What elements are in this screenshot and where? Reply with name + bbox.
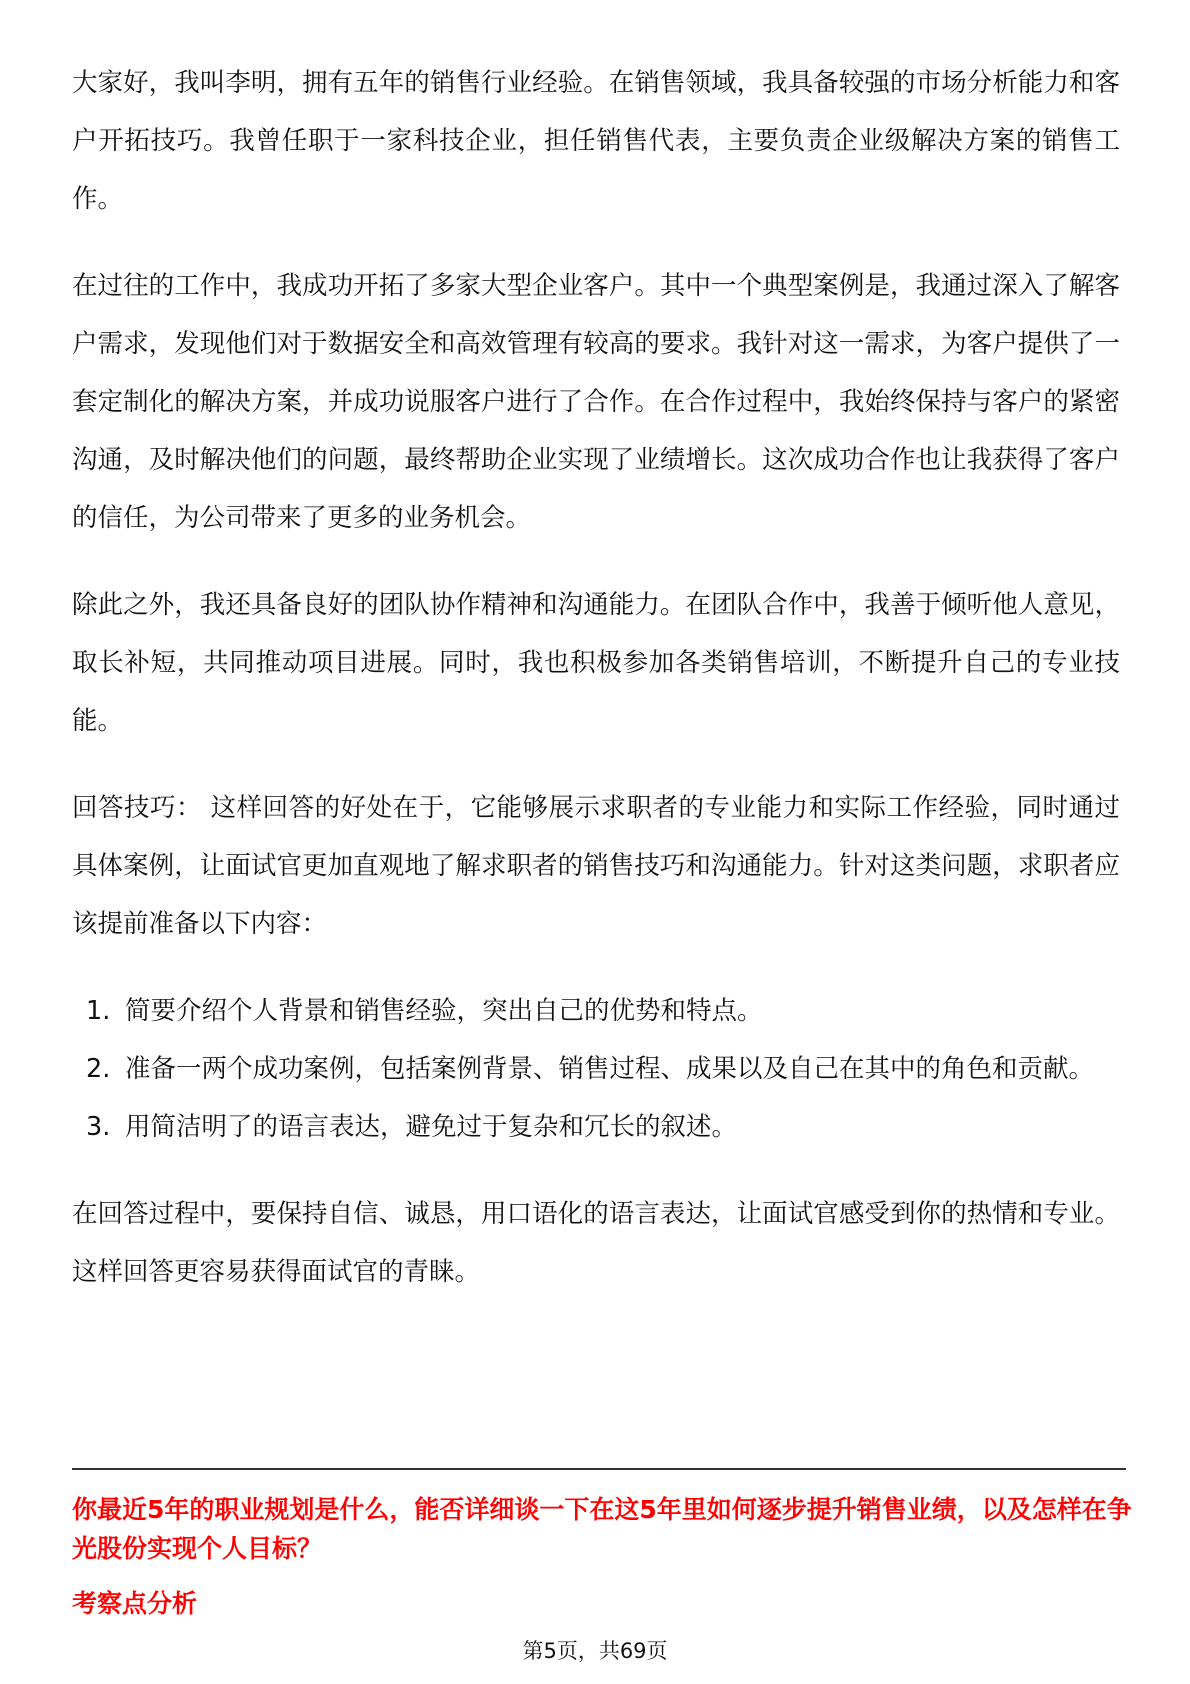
list-item [72,1098,1120,1156]
list-number: 2. [86,1054,111,1084]
list-text: 简要介绍个人背景和销售经验，突出自己的优势和特点。 [125,996,763,1026]
document-body [72,54,1120,1330]
list-number: 1. [86,996,111,1026]
list-text: 准备一两个成功案例，包括案例背景、销售过程、成果以及自己在其中的角色和贡献。 [125,1054,1095,1084]
list-item [72,1040,1120,1098]
list-item [72,982,1120,1040]
page-footer: 第5页，共69页 [522,1639,668,1663]
tips-list [72,982,1120,1156]
list-number: 3. [86,1112,111,1142]
paragraph: 大家好，我叫李明，拥有五年的销售行业经验。在销售领域，我具备较强的市场分析能力和客户开拓技巧。我曾任职于一家科技企业，担任销售代表，主要负责企业级解决方案的销售工作。 [72,68,1120,214]
section-heading: 考察点分析 [72,1589,198,1618]
paragraph: 除此之外，我还具备良好的团队协作精神和沟通能力。在团队合作中，我善于倾听他人意见，取长补短，共同推动项目进展。同时，我也积极参加各类销售培训，不断提升自己的专业技能。 [72,590,1120,736]
paragraph: 在过往的工作中，我成功开拓了多家大型企业客户。其中一个典型案例是，我通过深入了解客户需求，发现他们对于数据安全和高效管理有较高的要求。我针对这一需求，为客户提供了一套定制化的解决方案，并成功说服客户进行了合作。在合作过程中，我始终保持与客户的紧密沟通，及时解决他们的问题，最终帮助企业实现了业绩增长。这次成功合作也让我获得了客户的信任，为公司带来了更多的业务机会。 [72,271,1120,533]
divider [72,1468,1126,1470]
paragraph: 回答技巧： 这样回答的好处在于，它能够展示求职者的专业能力和实际工作经验，同时通过具体案例，让面试官更加直观地了解求职者的销售技巧和沟通能力。针对这类问题，求职者应该提前准备以下内容： [72,793,1120,939]
list-text: 用简洁明了的语言表达，避免过于复杂和冗长的叙述。 [125,1112,738,1142]
question-heading: 你最近5年的职业规划是什么，能否详细谈一下在这5年里如何逐步提升销售业绩，以及怎样在争光股份实现个人目标？ [72,1495,1132,1563]
closing-paragraph: 在回答过程中，要保持自信、诚恳，用口语化的语言表达，让面试官感受到你的热情和专业。这样回答更容易获得面试官的青睐。 [72,1199,1120,1287]
